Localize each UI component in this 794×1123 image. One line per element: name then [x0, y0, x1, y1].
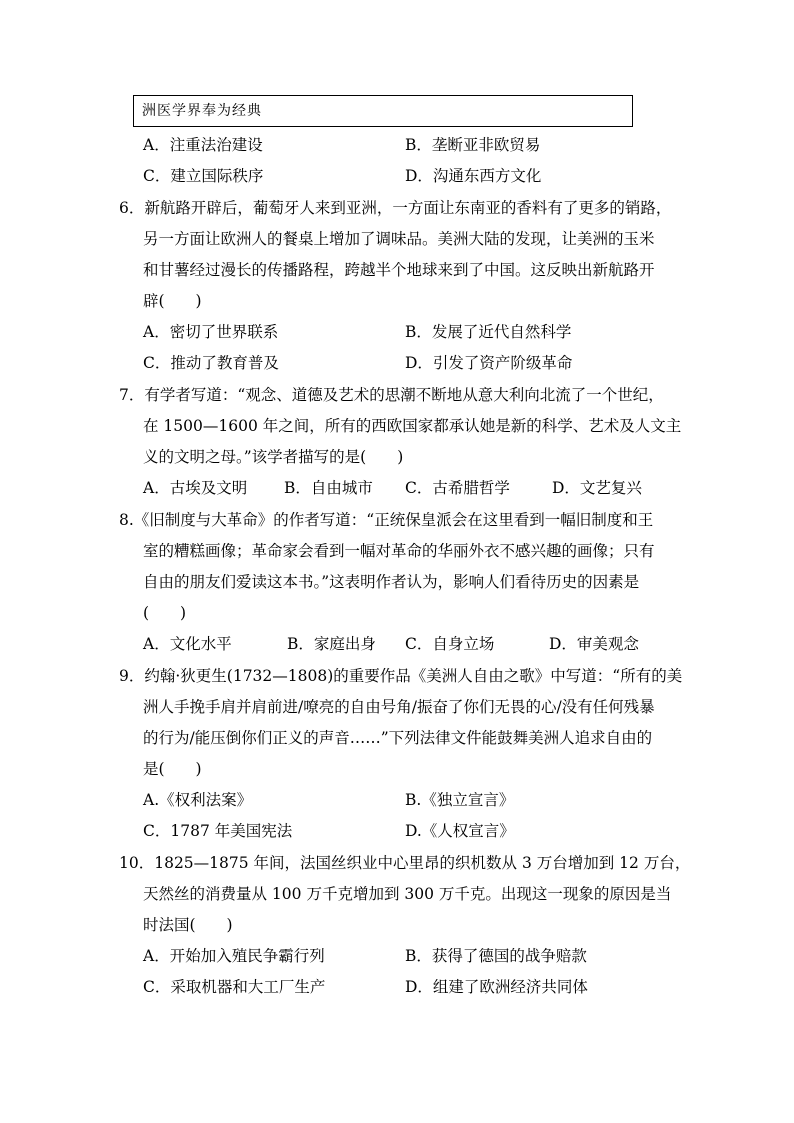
q9-line-3: 的行为/能压倒你们正义的声音……”下列法律文件能鼓舞美洲人追求自由的: [143, 729, 653, 747]
q9-option-d: D.《人权宣言》: [405, 822, 515, 840]
q5-option-a: A．注重法治建设: [143, 136, 263, 154]
q8-line-1: 8.《旧制度与大革命》的作者写道：“正统保皇派会在这里看到一幅旧制度和王: [119, 511, 654, 529]
q7-option-d: D．文艺复兴: [552, 479, 642, 497]
q8-option-a: A．文化水平: [143, 635, 232, 653]
q6-line-2: 另一方面让欧洲人的餐桌上增加了调味品。美洲大陆的发现，让美洲的玉米: [143, 230, 655, 248]
q7-option-c: C．古希腊哲学: [405, 479, 510, 497]
q5-option-b: B．垄断亚非欧贸易: [405, 136, 541, 154]
q10-option-c: C．采取机器和大工厂生产: [143, 978, 326, 996]
q6-option-c: C．推动了教育普及: [143, 354, 279, 372]
q6-option-a: A．密切了世界联系: [143, 323, 279, 341]
q7-line-3: 义的文明之母。”该学者描写的是( ): [143, 448, 404, 466]
q10-line-2: 天然丝的消费量从 100 万千克增加到 300 万千克。出现这一现象的原因是当: [143, 885, 672, 903]
q6-option-b: B．发展了近代自然科学: [405, 323, 572, 341]
q10-line-3: 时法国( ): [143, 916, 233, 934]
q5-option-d: D．沟通东西方文化: [405, 167, 542, 185]
q8-option-d: D．审美观念: [549, 635, 639, 653]
q8-line-3: 自由的朋友们爱读这本书。”这表明作者认为，影响人们看待历史的因素是: [143, 573, 640, 591]
q6-line-3: 和甘薯经过漫长的传播路程，跨越半个地球来到了中国。这反映出新航路开: [143, 261, 655, 279]
q9-line-1: 9．约翰·狄更生(1732—1808)的重要作品《美洲人自由之歌》中写道：“所有的美: [119, 667, 683, 685]
q6-line-4: 辟( ): [143, 292, 202, 310]
q10-option-a: A．开始加入殖民争霸行列: [143, 947, 325, 965]
q9-line-2: 洲人手挽手肩并肩前进/嘹亮的自由号角/振奋了你们无畏的心/没有任何残暴: [143, 698, 655, 716]
q10-option-b: B．获得了德国的战争赔款: [405, 947, 587, 965]
source-excerpt-text: 洲医学界奉为经典: [142, 103, 262, 119]
source-excerpt-box: [133, 95, 633, 127]
q9-option-c: C．1787 年美国宪法: [143, 822, 293, 840]
q8-line-2: 室的糟糕画像；革命家会看到一幅对革命的华丽外衣不感兴趣的画像；只有: [143, 542, 655, 560]
q5-option-c: C．建立国际秩序: [143, 167, 264, 185]
q9-option-b: B.《独立宣言》: [405, 791, 515, 809]
q7-option-b: B．自由城市: [284, 479, 373, 497]
q8-option-b: B．家庭出身: [287, 635, 376, 653]
q7-option-a: A．古埃及文明: [143, 479, 248, 497]
q9-option-a: A.《权利法案》: [143, 791, 253, 809]
q10-line-1: 10．1825—1875 年间，法国丝织业中心里昂的织机数从 3 万台增加到 12 万台，: [119, 854, 691, 872]
q7-line-1: 7．有学者写道：“观念、道德及艺术的思潮不断地从意大利向北流了一个世纪，: [119, 386, 664, 404]
q8-line-4: ( ): [143, 604, 187, 622]
q6-line-1: 6．新航路开辟后，葡萄牙人来到亚洲，一方面让东南亚的香料有了更多的销路，: [119, 199, 672, 217]
q10-option-d: D．组建了欧洲经济共同体: [405, 978, 588, 996]
q6-option-d: D．引发了资产阶级革命: [405, 354, 573, 372]
q7-line-2: 在 1500—1600 年之间，所有的西欧国家都承认她是新的科学、艺术及人文主: [143, 417, 682, 435]
q9-line-4: 是( ): [143, 760, 202, 778]
q8-option-c: C．自身立场: [405, 635, 495, 653]
